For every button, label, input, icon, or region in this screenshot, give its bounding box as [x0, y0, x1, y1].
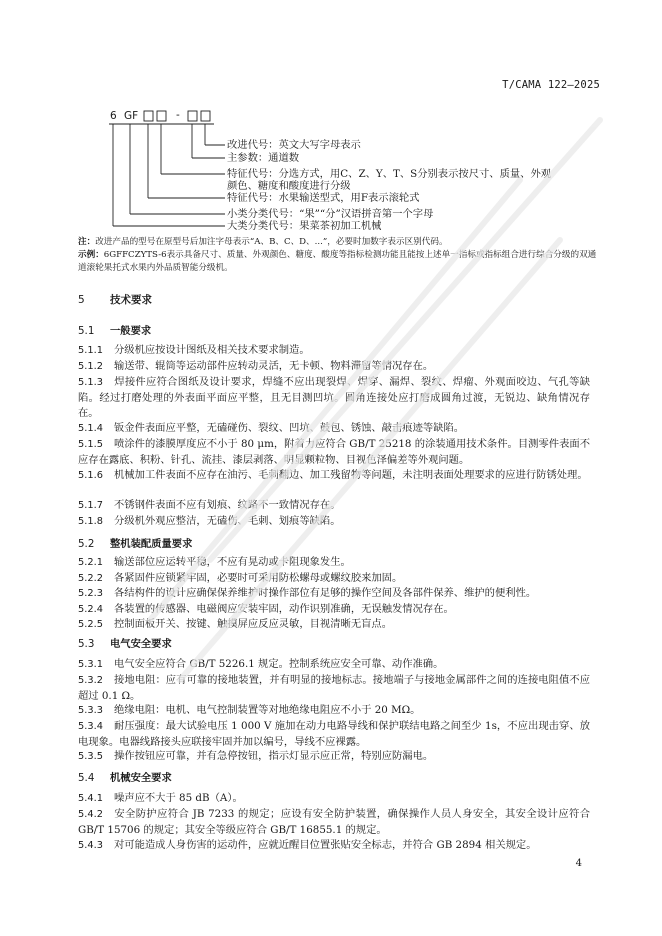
clause-text: 输送部位应运转平稳，不应有晃动或卡阻现象发生。 — [114, 556, 351, 568]
clause-number: 5.4.2 — [78, 809, 103, 820]
clause-number: 5.3.2 — [78, 675, 103, 686]
clause-number: 5.4.3 — [78, 840, 103, 851]
clause-5-2-1 — [78, 555, 590, 571]
clause-5-2-2 — [78, 571, 590, 587]
label-feature-conveying: 特征代号：水果输送型式，用F表示滚轮式 — [227, 192, 420, 204]
example-text: 6GFFCZYTS-6表示具备尺寸、质量、外观颜色、糖度、酸度等指标检测功能且能按上述单一指标或指标组合进行综合分级的双通道滚轮果托式水果内外品质智能分级机。 — [78, 250, 597, 273]
note-label: 注： — [78, 237, 96, 247]
clause-number: 5.1.1 — [78, 345, 103, 356]
clause-5-3-1 — [78, 657, 590, 673]
clause-text: 绝缘电阻：电机、电气控制装置等对地绝缘电阻应不小于 20 MΩ。 — [114, 704, 421, 716]
label-improvement-code: 改进代号：英文大写字母表示 — [227, 139, 361, 151]
clause-5-4-1 — [78, 791, 590, 807]
clause-text: 接地电阻：应有可靠的接地装置，并有明显的接地标志。接地端子与接地金属部件之间的连接电阻值不应超过 0.1 Ω。 — [78, 674, 590, 702]
example — [78, 249, 598, 274]
clause-text: 钣金件表面应平整，无磕碰伤、裂纹、凹坑、鼓包、锈蚀、敲击痕迹等缺陷。 — [114, 422, 465, 434]
note — [78, 236, 598, 249]
clause-number: 5.1.5 — [78, 439, 103, 450]
code-prefix-gf: GF — [124, 110, 139, 122]
clause-5-1-7 — [78, 498, 590, 514]
clause-text: 喷涂件的漆膜厚度应不小于 80 μm，附着力应符合 GB/T 25218 的涂装通用技术条件。目测零件表面不应存在露底、积粉、针孔、流挂、漆层剥落、明显颗粒物、目视色泽偏差等外观问题。 — [78, 438, 590, 466]
standard-number: T/CAMA 122—2025 — [502, 79, 600, 91]
label-feature-sorting-cont: 颜色、糖度和酸度进行分级 — [227, 180, 351, 192]
example-label: 示例： — [78, 250, 104, 260]
clause-5-1-8 — [78, 514, 590, 530]
clause-5-3-5 — [78, 749, 590, 765]
clause-text: 对可能造成人身伤害的运动件，应就近醒目位置张贴安全标志，并符合 GB 2894 相关规定。 — [114, 839, 537, 851]
clause-number: 5.3.5 — [78, 751, 103, 762]
label-main-parameter: 主参数：通道数 — [227, 152, 300, 164]
clause-5-3-3 — [78, 703, 590, 719]
clause-5-2-4 — [78, 602, 590, 618]
clause-text: 机械加工件表面不应存在油污、毛刺翻边、加工残留物等问题，未注明表面处理要求的应进行防锈处理。 — [114, 469, 588, 481]
clause-text: 分级机应按设计图纸及相关技术要求制造。 — [114, 344, 310, 356]
section-5-2-heading: 5.2 整机装配质量要求 — [78, 538, 193, 550]
section-5-1-heading: 5.1 一般要求 — [78, 325, 152, 337]
clause-text: 电气安全应符合 GB/T 5226.1 规定。控制系统应安全可靠、动作准确。 — [114, 658, 444, 670]
clause-text: 操作按钮应可靠，并有急停按钮，指示灯显示应正常，特别应防漏电。 — [114, 750, 434, 762]
clause-text: 输送带、辊筒等运动部件应转动灵活，无卡顿、物料滞留等情况存在。 — [114, 360, 434, 372]
clause-number: 5.2.5 — [78, 619, 103, 630]
clause-5-2-5 — [78, 617, 590, 633]
clause-text: 不锈钢件表面不应有划痕、纹路不一致情况存在。 — [114, 499, 341, 511]
clause-5-2-3 — [78, 586, 590, 602]
clause-number: 5.2.1 — [78, 557, 103, 568]
clause-number: 5.2.4 — [78, 604, 103, 615]
clause-number: 5.2.3 — [78, 588, 103, 599]
clause-number: 5.3.3 — [78, 705, 103, 716]
clause-5-4-2 — [78, 807, 590, 838]
clause-number: 5.4.1 — [78, 793, 103, 804]
clause-number: 5.1.6 — [78, 470, 103, 481]
section-5-3-heading: 5.3 电气安全要求 — [78, 638, 172, 650]
clause-5-3-4 — [78, 719, 590, 750]
section-5-heading: 5 技术要求 — [78, 294, 152, 306]
page-number: 4 — [575, 858, 582, 869]
clause-text: 各紧固件应锁紧牢固，必要时可采用防松螺母或螺纹胶来加固。 — [114, 572, 403, 584]
label-subclass-code: 小类分类代号：“果”“分”汉语拼音第一个字母 — [227, 208, 434, 220]
clause-text: 噪声应不大于 85 dB（A）。 — [114, 792, 243, 804]
label-feature-sorting: 特征代号：分选方式，用C、Z、Y、T、S分别表示按尺寸、质量、外观 — [227, 168, 552, 180]
clause-5-1-5 — [78, 437, 590, 468]
clause-number: 5.1.2 — [78, 361, 103, 372]
clause-5-3-2 — [78, 673, 590, 704]
clause-text: 各装置的传感器、电磁阀应安装牢固，动作识别准确，无误触发情况存在。 — [114, 603, 454, 615]
clause-5-1-2 — [78, 359, 590, 375]
label-class-code: 大类分类代号：果菜茶初加工机械 — [227, 220, 382, 232]
clause-number: 5.3.1 — [78, 659, 103, 670]
clause-number: 5.1.3 — [78, 377, 103, 388]
code-prefix-6: 6 — [110, 110, 117, 122]
section-5-4-heading: 5.4 机械安全要求 — [78, 772, 172, 784]
clause-5-4-3 — [78, 838, 590, 854]
code-dash: - — [176, 109, 180, 121]
clause-text: 耐压强度：最大试验电压 1 000 V 施加在动力电路导线和保护联结电路之间至少 1s，不应出现击穿、放电现象。电器线路接头应联接牢固并加以编号，导线不应裸露。 — [78, 720, 590, 748]
clause-number: 5.1.4 — [78, 423, 103, 434]
clause-number: 5.3.4 — [78, 721, 103, 732]
clause-5-1-1 — [78, 343, 590, 359]
clause-number: 5.1.8 — [78, 516, 103, 527]
clause-5-1-4 — [78, 421, 590, 437]
clause-text: 分级机外观应整洁，无磕伤、毛刺、划痕等缺陷。 — [114, 515, 341, 527]
clause-5-1-3 — [78, 375, 590, 422]
clause-text: 安全防护应符合 JB 7233 的规定；应设有安全防护装置，确保操作人员人身安全，其安全设计应符合 GB/T 15706 的规定；其安全等级应符合 GB/T 16855.1 的规定。 — [78, 808, 590, 836]
note-text: 改进产品的型号在原型号后加注字母表示“A、B、C、D、...”，必要时加数字表示区别代码。 — [95, 237, 448, 247]
clause-text: 焊接件应符合图纸及设计要求，焊缝不应出现裂焊、焊穿、漏焊、裂纹、焊瘤、外观面咬边、气孔等缺陷。经过打磨处理的外表面平面应平整，且无目测凹坑。圆角连接处应打磨成圆角过渡，无锐边、缺角情况存在。 — [78, 376, 590, 419]
clause-text: 各结构件的设计应确保保养维护时操作部位有足够的操作空间及各部件保养、维护的便利性。 — [114, 587, 537, 599]
clause-5-1-6 — [78, 468, 590, 484]
clause-number: 5.2.2 — [78, 573, 103, 584]
clause-number: 5.1.7 — [78, 500, 103, 511]
clause-text: 控制面板开关、按键、触摸屏应反应灵敏，目视清晰无盲点。 — [114, 618, 393, 630]
